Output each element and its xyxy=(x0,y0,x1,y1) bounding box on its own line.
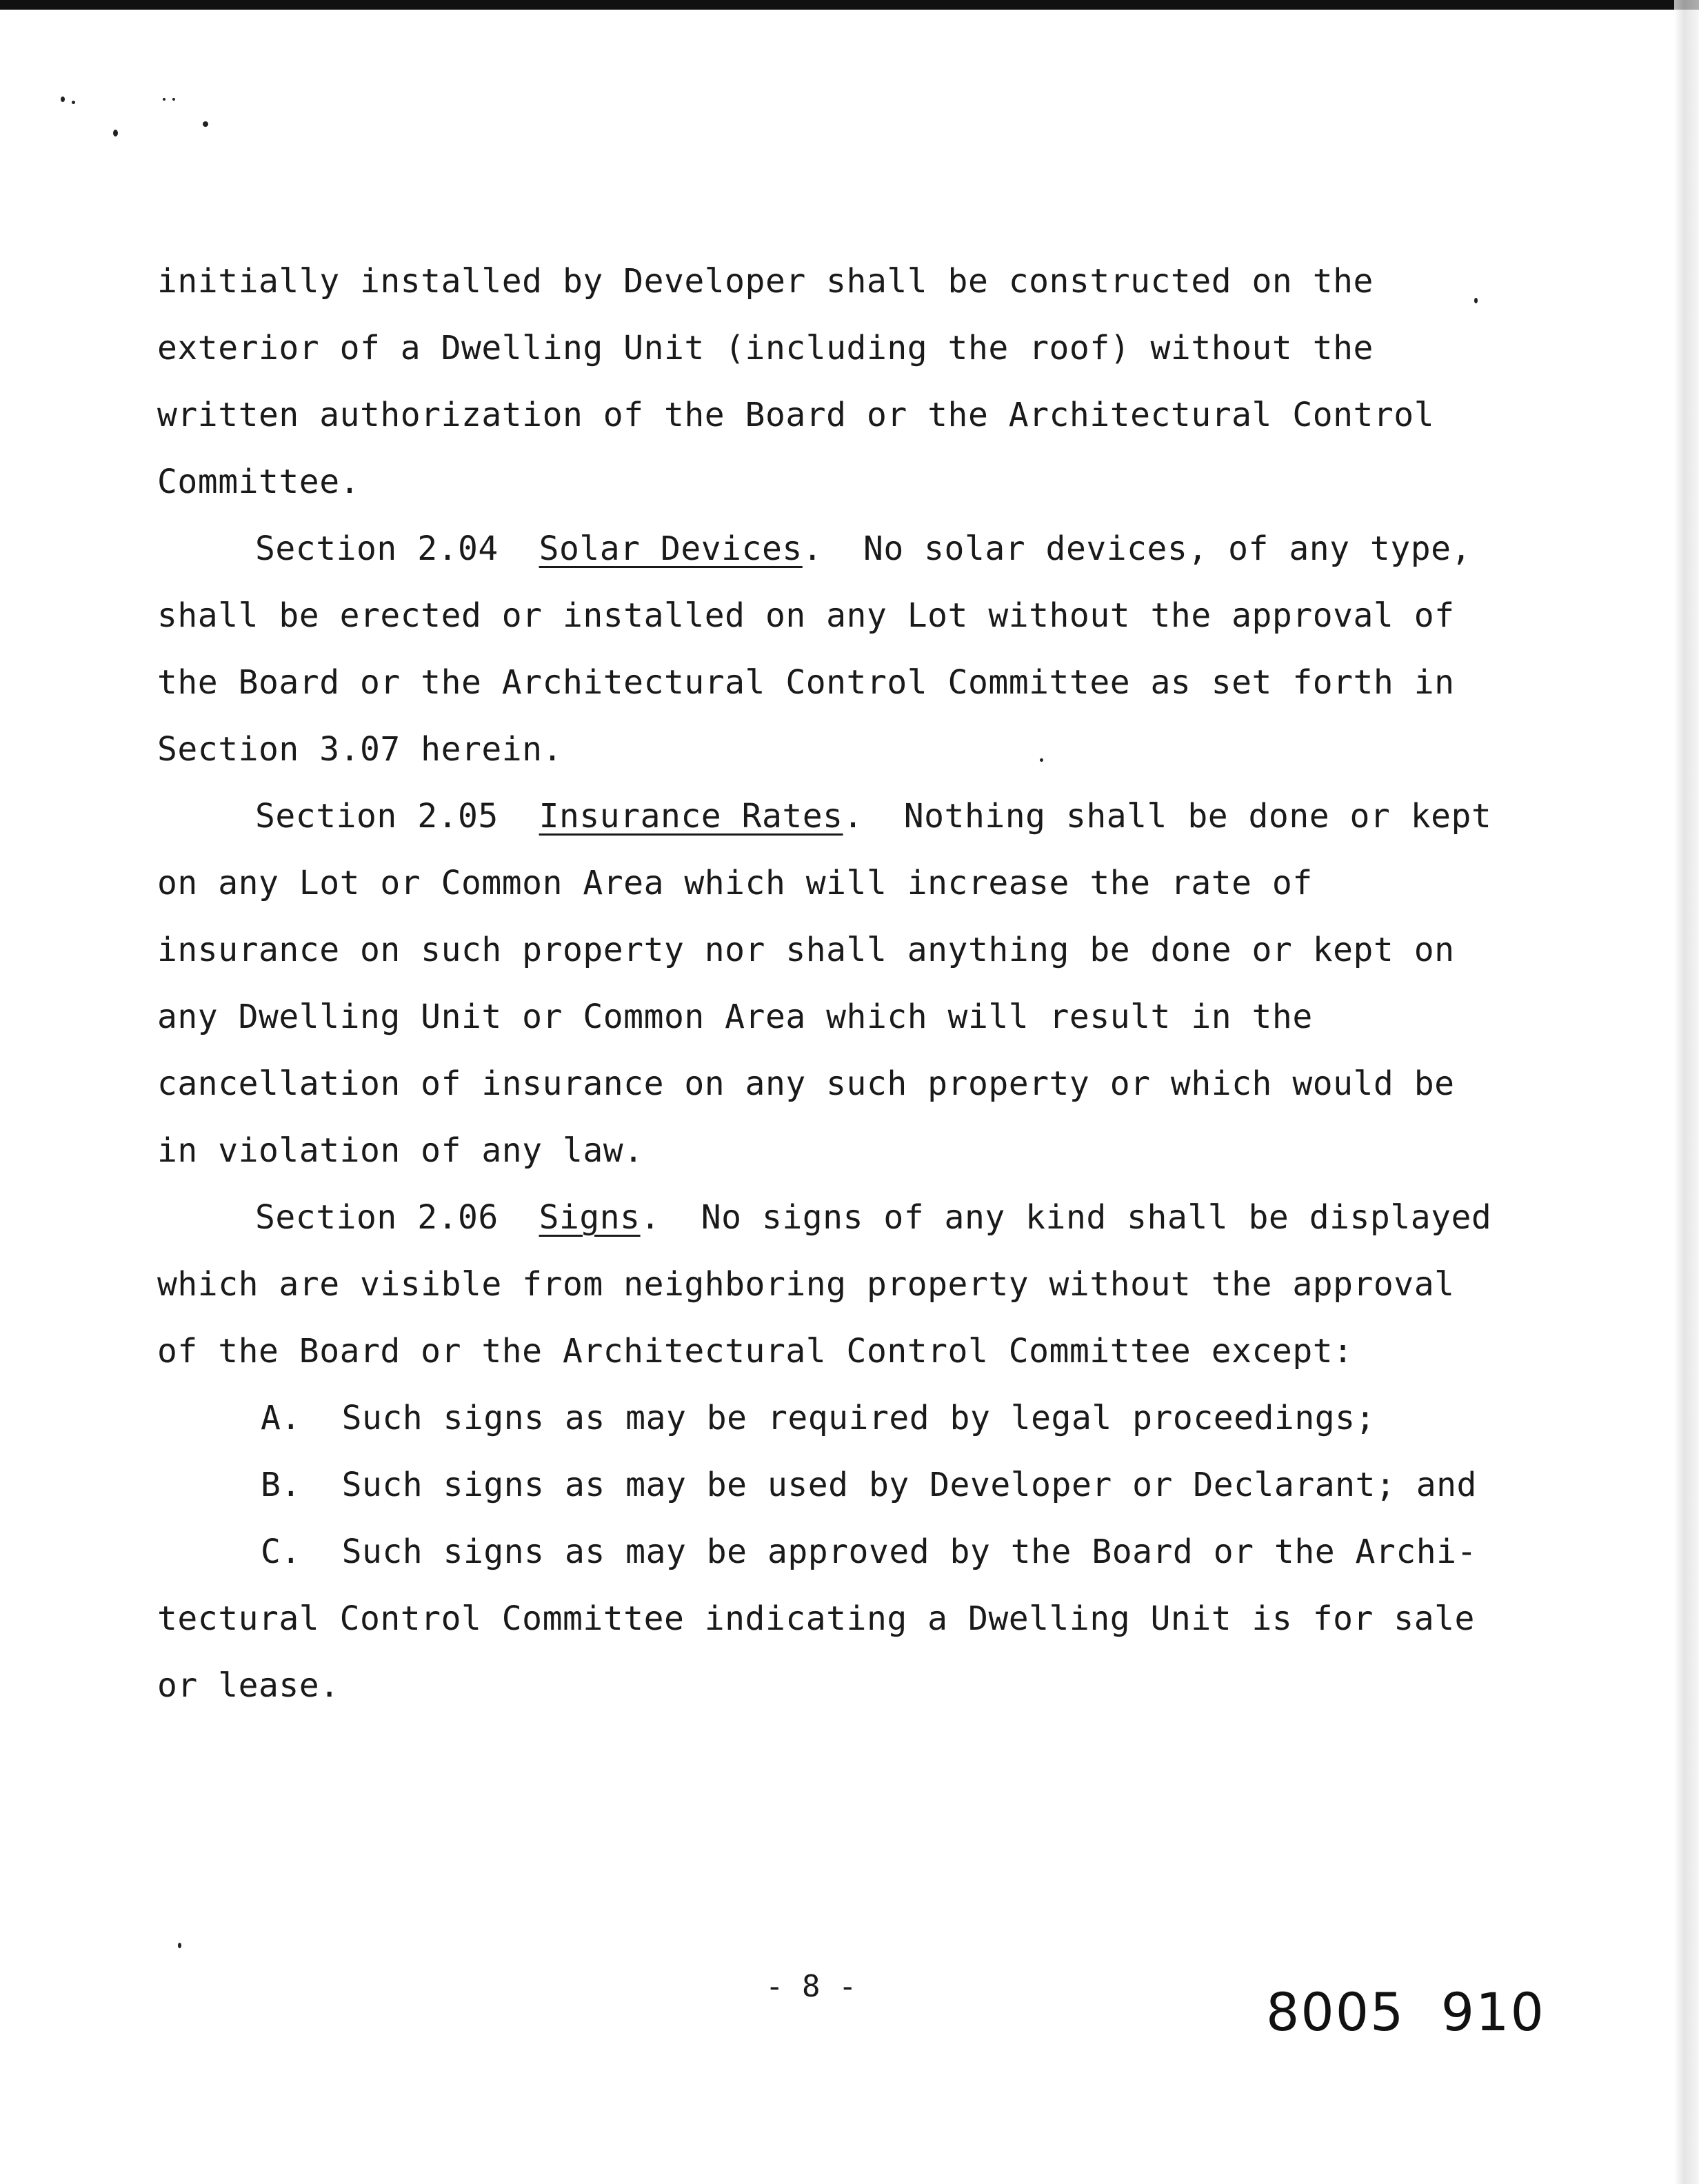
text-line: or lease. xyxy=(157,1666,340,1705)
text-line: Committee. xyxy=(157,463,360,501)
section-number: Section 2.04 xyxy=(255,529,539,568)
text-line: written authorization of the Board or the Architectural Control xyxy=(157,396,1435,434)
scan-speck xyxy=(178,1943,181,1948)
scan-right-border xyxy=(1674,0,1699,2184)
text-line: on any Lot or Common Area which will increase the rate of xyxy=(157,864,1313,902)
text-line: insurance on such property nor shall anything be done or kept on xyxy=(157,931,1455,969)
text-line: Section 3.07 herein. xyxy=(157,730,563,769)
document-stamp-number: 8005 910 xyxy=(1266,1981,1545,2043)
text-line: initially installed by Developer shall be constructed on the xyxy=(157,262,1374,301)
section-2-05-heading-line xyxy=(157,783,1509,850)
scan-speck xyxy=(172,98,175,101)
section-title: Insurance Rates xyxy=(539,797,843,836)
section-text: . No signs of any kind shall be displayed xyxy=(640,1198,1492,1237)
document-body xyxy=(157,248,1509,1719)
section-text: . No solar devices, of any type, xyxy=(802,529,1471,568)
list-item: C. Such signs as may be approved by the Board or the Archi- xyxy=(261,1533,1477,1571)
text-line: any Dwelling Unit or Common Area which will result in the xyxy=(157,998,1313,1036)
scan-top-border xyxy=(0,0,1699,10)
list-item: A. Such signs as may be required by legal proceedings; xyxy=(261,1399,1376,1437)
text-line: cancellation of insurance on any such property or which would be xyxy=(157,1064,1455,1103)
scan-speck xyxy=(203,121,208,127)
text-line: in violation of any law. xyxy=(157,1131,644,1170)
text-line: of the Board or the Architectural Control Committee except: xyxy=(157,1332,1354,1371)
section-title: Signs xyxy=(539,1198,641,1237)
scan-speck xyxy=(72,101,75,104)
scan-speck xyxy=(113,130,118,136)
text-line: which are visible from neighboring property without the approval xyxy=(157,1265,1455,1304)
text-line: exterior of a Dwelling Unit (including the roof) without the xyxy=(157,329,1374,367)
page-number: - 8 - xyxy=(765,1969,857,2004)
section-title: Solar Devices xyxy=(539,529,803,568)
scan-speck xyxy=(61,97,65,102)
section-2-06-heading-line xyxy=(157,1184,1509,1251)
scan-speck xyxy=(163,98,165,101)
section-number: Section 2.06 xyxy=(255,1198,539,1237)
section-2-04-heading-line xyxy=(157,516,1509,583)
list-item: B. Such signs as may be used by Developer or Declarant; and xyxy=(261,1466,1477,1504)
text-line: shall be erected or installed on any Lot without the approval of xyxy=(157,596,1455,635)
section-text: . Nothing shall be done or kept xyxy=(843,797,1492,836)
text-line: tectural Control Committee indicating a Dwelling Unit is for sale xyxy=(157,1599,1475,1638)
text-line: the Board or the Architectural Control Committee as set forth in xyxy=(157,663,1455,702)
section-number: Section 2.05 xyxy=(255,797,539,836)
